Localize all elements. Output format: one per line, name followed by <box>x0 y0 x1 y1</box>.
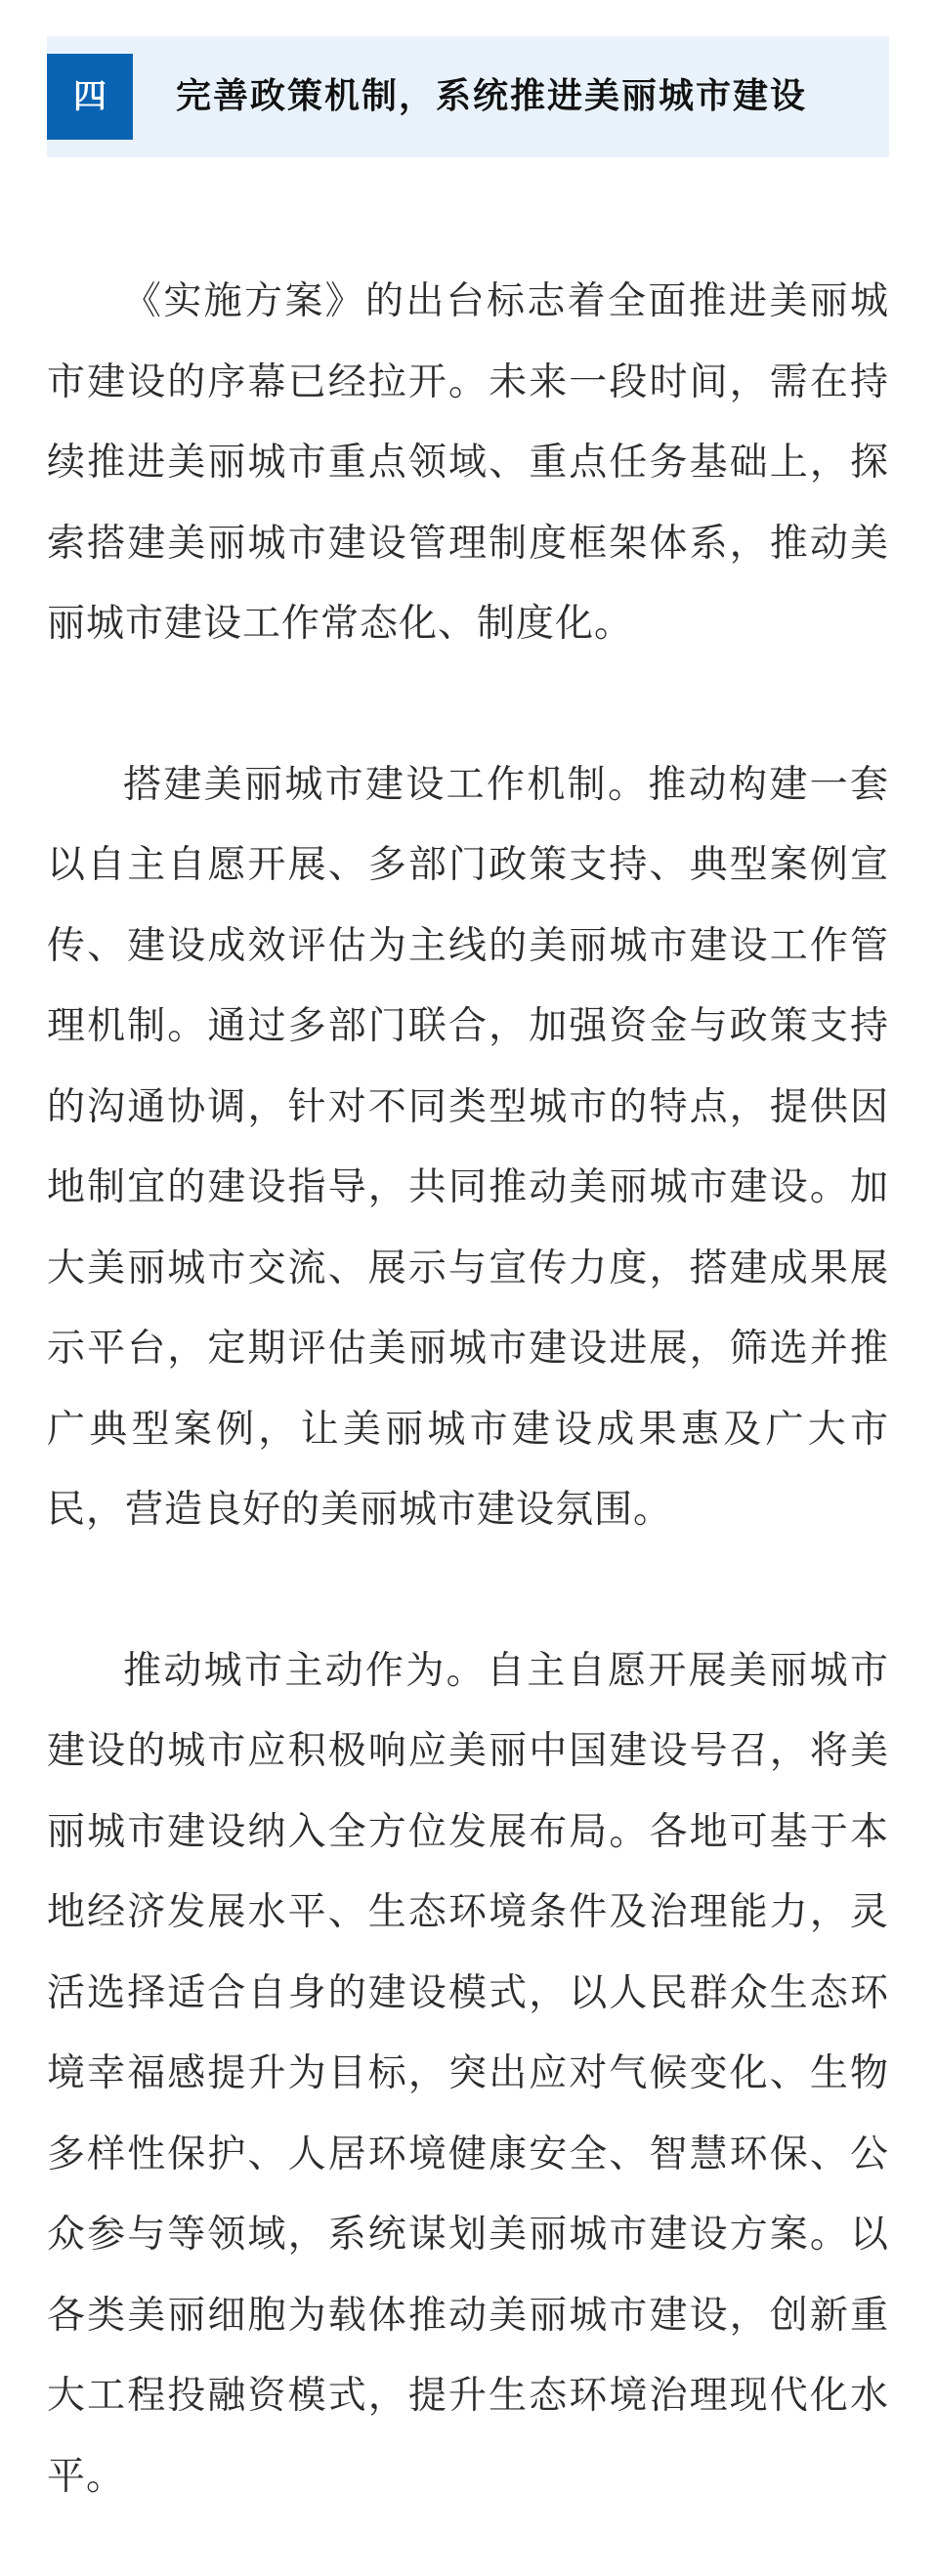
section-number-badge: 四 <box>47 54 133 140</box>
paragraph-intro: 《实施方案》的出台标志着全面推进美丽城市建设的序幕已经拉开。未来一段时间，需在持续推进美丽城市重点领域、重点任务基础上，探索搭建美丽城市建设管理制度框架体系，推动美丽城市建设工作常态化、制度化。 <box>47 279 889 646</box>
paragraph-work-mechanism: 搭建美丽城市建设工作机制。推动构建一套以自主自愿开展、多部门政策支持、典型案例宣传、建设成效评估为主线的美丽城市建设工作管理机制。通过多部门联合，加强资金与政策支持的沟通协调，针对不同类型城市的特点，提供因地制宜的建设指导，共同推动美丽城市建设。加大美丽城市交流、展示与宣传力度，搭建成果展示平台，定期评估美丽城市建设进展，筛选并推广典型案例，让美丽城市建设成果惠及广大市民，营造良好的美丽城市建设氛围。 <box>47 762 889 1532</box>
paragraph-city-action: 推动城市主动作为。自主自愿开展美丽城市建设的城市应积极响应美丽中国建设号召，将美丽城市建设纳入全方位发展布局。各地可基于本地经济发展水平、生态环境条件及治理能力，灵活选择适合自身的建设模式，以人民群众生态环境幸福感提升为目标，突出应对气候变化、生物多样性保护、人居环境健康安全、智慧环保、公众参与等领域，系统谋划美丽城市建设方案。以各类美丽细胞为载体推动美丽城市建设，创新重大工程投融资模式，提升生态环境治理现代化水平。 <box>47 1648 889 2499</box>
section-title: 完善政策机制，系统推进美丽城市建设 <box>176 76 808 116</box>
section-header <box>47 36 889 157</box>
article-body <box>47 262 889 2517</box>
